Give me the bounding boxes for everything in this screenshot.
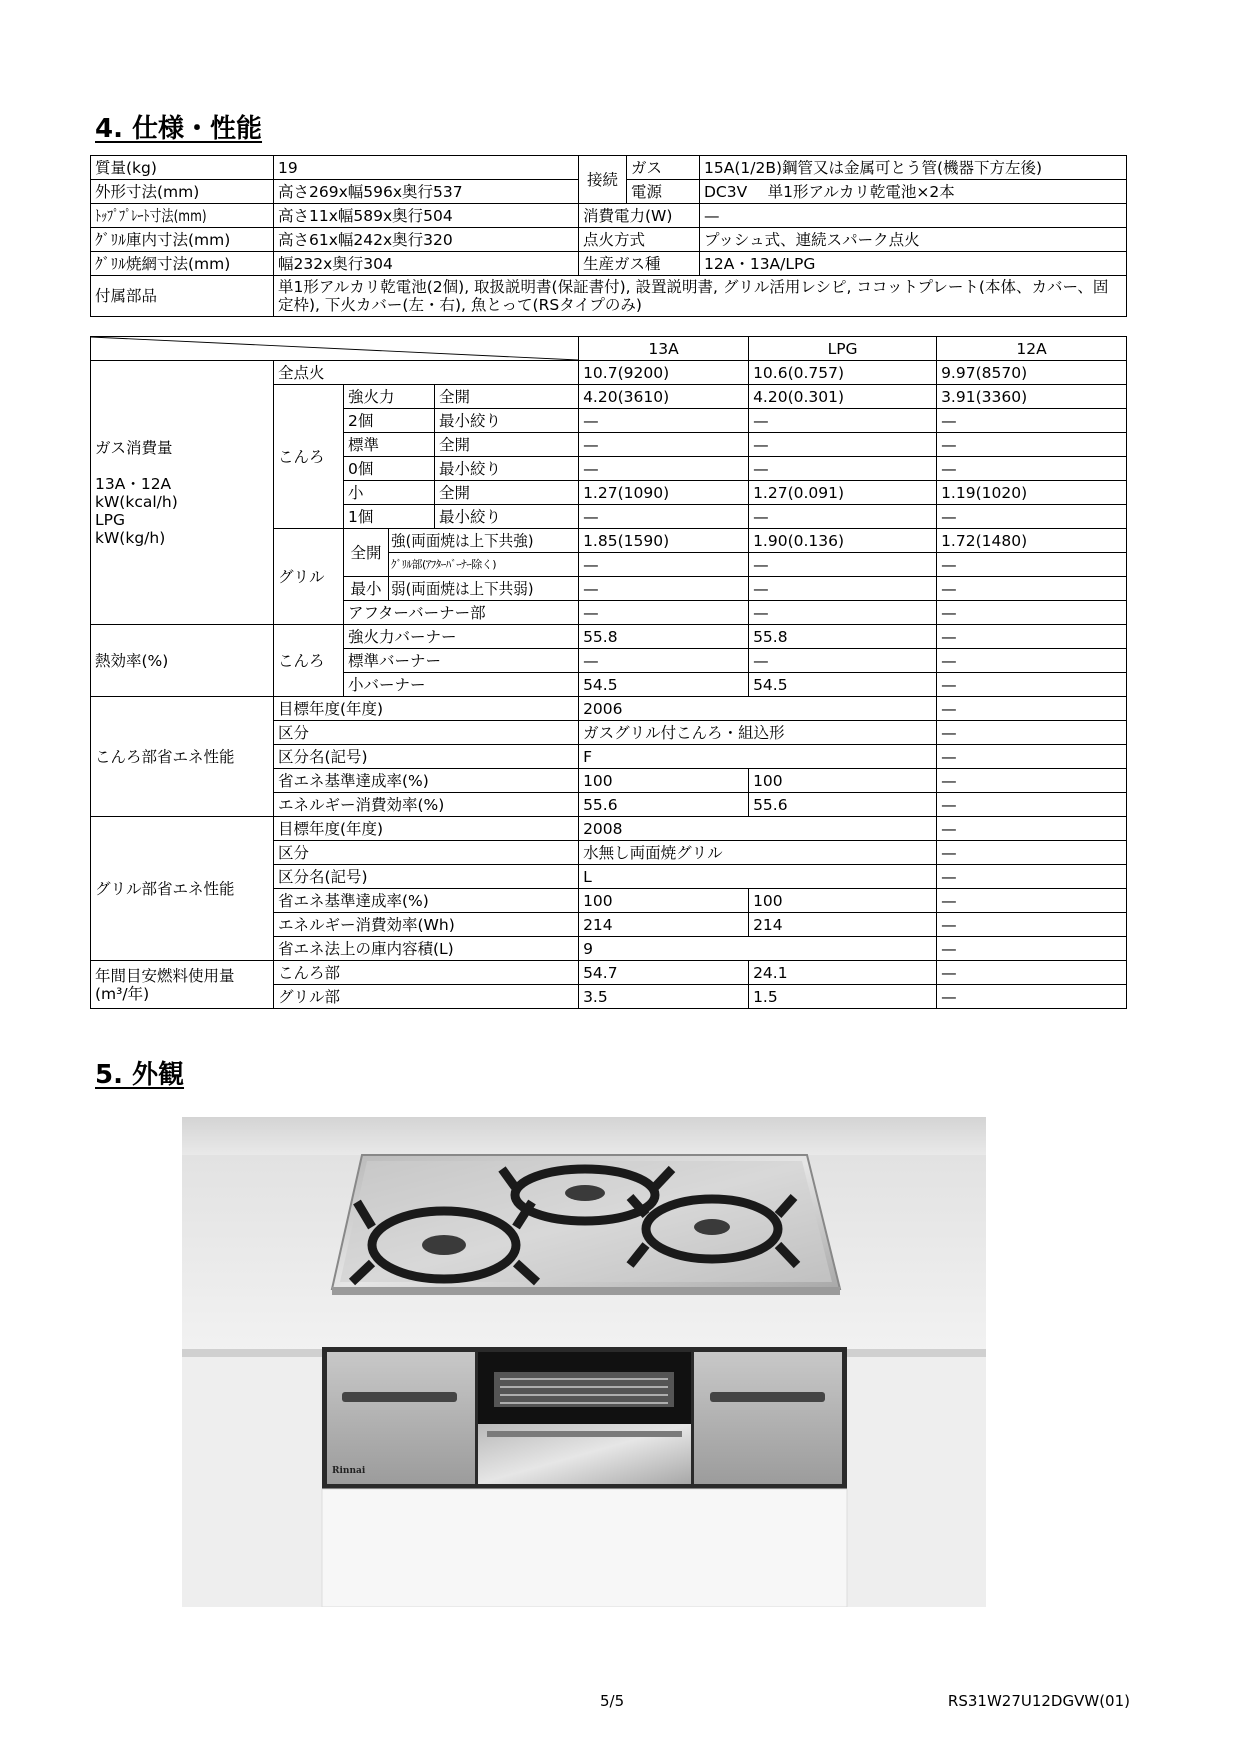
spec-label: 質量(kg)	[91, 156, 274, 180]
cell-value: —	[937, 457, 1127, 481]
cell-value: 9	[579, 937, 937, 961]
cell-value: 55.8	[579, 625, 749, 649]
cell-value: —	[579, 577, 749, 601]
row-label: 標準バーナー	[344, 649, 579, 673]
cell-value: —	[937, 625, 1127, 649]
fuel-label: 年間目安燃料使用量	[95, 966, 235, 985]
cell-value: —	[937, 889, 1127, 913]
cell-value: 1.27(1090)	[579, 481, 749, 505]
cell-value: 1.90(0.136)	[749, 529, 937, 553]
cell-value: 4.20(3610)	[579, 385, 749, 409]
cell-value: —	[937, 985, 1127, 1009]
cell-value: —	[937, 769, 1127, 793]
row-label: アフターバーナー部	[344, 601, 579, 625]
cell-value: 1.19(1020)	[937, 481, 1127, 505]
row-group-label: こんろ	[274, 625, 344, 697]
cell-value: —	[937, 553, 1127, 577]
spec-value: 高さ11x幅589x奥行504	[274, 204, 579, 228]
cell-value: 9.97(8570)	[937, 361, 1127, 385]
brand-logo: Rinnai	[332, 1466, 366, 1476]
spec-label: ガス	[627, 156, 700, 180]
cell-value: —	[579, 505, 749, 529]
cell-value: 1.27(0.091)	[749, 481, 937, 505]
spec-label: ﾄｯﾌﾟﾌﾟﾚｰﾄ寸法(mm)	[91, 204, 274, 228]
row-label: 全点火	[274, 361, 579, 385]
cell-value: 55.6	[749, 793, 937, 817]
row-group-label: こんろ	[274, 385, 344, 529]
spec-label: ｸﾞﾘﾙ庫内寸法(mm)	[91, 228, 274, 252]
cell-value: 3.91(3360)	[937, 385, 1127, 409]
row-label: 小	[344, 481, 435, 505]
row-label: 区分	[274, 721, 579, 745]
cell-value: —	[749, 433, 937, 457]
unit-label: LPG	[95, 510, 125, 529]
spec-value: DC3V 単1形アルカリ乾電池×2本	[700, 180, 1127, 204]
row-label: 強(両面焼は上下共強)	[389, 529, 579, 553]
row-group-label: こんろ部省エネ性能	[91, 697, 274, 817]
cell-value: 54.7	[579, 961, 749, 985]
spec-value: 15A(1/2B)鋼管又は金属可とう管(機器下方左後)	[700, 156, 1127, 180]
row-label: 最小	[344, 577, 389, 601]
unit-label: kW(kcal/h)	[95, 492, 178, 511]
cell-value: 4.20(0.301)	[749, 385, 937, 409]
row-label: 2個	[344, 409, 435, 433]
cell-value: 2006	[579, 697, 937, 721]
cell-value: —	[749, 601, 937, 625]
row-label: 標準	[344, 433, 435, 457]
spec-label: 電源	[627, 180, 700, 204]
cell-value: 10.6(0.757)	[749, 361, 937, 385]
row-label: 省エネ基準達成率(%)	[274, 889, 579, 913]
row-label: 全開	[435, 481, 579, 505]
cell-value: 2008	[579, 817, 937, 841]
row-label: 省エネ法上の庫内容積(L)	[274, 937, 579, 961]
spec-label: 消費電力(W)	[579, 204, 700, 228]
cell-value: —	[579, 553, 749, 577]
cell-value: 100	[749, 889, 937, 913]
section-4-title: 4. 仕様・性能	[95, 114, 263, 144]
cell-value: 水無し両面焼グリル	[579, 841, 937, 865]
cell-value: —	[937, 577, 1127, 601]
row-label: 弱(両面焼は上下共弱)	[389, 577, 579, 601]
spec-label: 接続	[579, 156, 627, 204]
row-label: 最小絞り	[435, 457, 579, 481]
row-label: 0個	[344, 457, 435, 481]
row-label: 1個	[344, 505, 435, 529]
row-label: エネルギー消費効率(%)	[274, 793, 579, 817]
spec-label: 付属部品	[91, 276, 274, 317]
cell-value: 214	[579, 913, 749, 937]
cell-value: —	[749, 409, 937, 433]
cell-value: —	[937, 913, 1127, 937]
row-group-label: 熱効率(%)	[91, 625, 274, 697]
performance-table	[90, 336, 1127, 1009]
spec-value: 単1形アルカリ乾電池(2個), 取扱説明書(保証書付), 設置説明書, グリル活用レシピ, ココットプレート(本体、カバー、固定枠), 下火カバー(左・右), 魚とって(RSタイプのみ)	[274, 276, 1127, 317]
cooktop-photo	[182, 1117, 986, 1607]
cell-value: —	[937, 601, 1127, 625]
cell-value: 1.72(1480)	[937, 529, 1127, 553]
row-label: エネルギー消費効率(Wh)	[274, 913, 579, 937]
spec-value: プッシュ式、連続スパーク点火	[700, 228, 1127, 252]
cell-value: 55.8	[749, 625, 937, 649]
cell-value: —	[937, 793, 1127, 817]
row-label: グリル部	[274, 985, 579, 1009]
row-label: 区分名(記号)	[274, 745, 579, 769]
cell-value: 24.1	[749, 961, 937, 985]
section-5-title: 5. 外観	[95, 1060, 185, 1090]
fuel-unit: (m³/年)	[95, 984, 150, 1003]
cell-value: —	[749, 457, 937, 481]
spec-table	[90, 155, 1127, 317]
spec-value: 幅232x奥行304	[274, 252, 579, 276]
row-label: 区分名(記号)	[274, 865, 579, 889]
spec-value: 19	[274, 156, 579, 180]
header-diagonal-cell	[91, 337, 579, 361]
cell-value: —	[937, 433, 1127, 457]
row-label: こんろ部	[274, 961, 579, 985]
row-label: 全開	[344, 529, 389, 577]
row-label: 全開	[435, 385, 579, 409]
row-label: ｸﾞﾘﾙ部(ｱﾌﾀｰﾊﾞｰﾅｰ除く)	[389, 553, 579, 577]
row-label: 最小絞り	[435, 409, 579, 433]
spec-label: 点火方式	[579, 228, 700, 252]
unit-label: kW(kg/h)	[95, 528, 166, 547]
cell-value: —	[937, 745, 1127, 769]
cell-value: L	[579, 865, 937, 889]
cell-value: —	[937, 817, 1127, 841]
column-header: LPG	[749, 337, 937, 361]
spec-label: ｸﾞﾘﾙ焼網寸法(mm)	[91, 252, 274, 276]
cell-value: —	[579, 457, 749, 481]
cell-value: —	[579, 409, 749, 433]
row-label: 小バーナー	[344, 673, 579, 697]
cell-value: —	[937, 409, 1127, 433]
row-label: 目標年度(年度)	[274, 817, 579, 841]
row-label: 省エネ基準達成率(%)	[274, 769, 579, 793]
cell-value: —	[937, 505, 1127, 529]
cell-value: —	[937, 937, 1127, 961]
row-label: 最小絞り	[435, 505, 579, 529]
cell-value: ガスグリル付こんろ・組込形	[579, 721, 937, 745]
row-label: 区分	[274, 841, 579, 865]
spec-value: 12A・13A/LPG	[700, 252, 1127, 276]
cell-value: 10.7(9200)	[579, 361, 749, 385]
row-label: 全開	[435, 433, 579, 457]
spec-value: 高さ269x幅596x奥行537	[274, 180, 579, 204]
row-label: 強火力バーナー	[344, 625, 579, 649]
cell-value: 100	[579, 889, 749, 913]
row-group-label: グリル部省エネ性能	[91, 817, 274, 961]
cell-value: —	[937, 649, 1127, 673]
diagonal-line	[91, 337, 578, 360]
row-label: 強火力	[344, 385, 435, 409]
cell-value: 1.85(1590)	[579, 529, 749, 553]
spec-label: 生産ガス種	[579, 252, 700, 276]
column-header: 13A	[579, 337, 749, 361]
row-group-label	[91, 961, 274, 1009]
cell-value: —	[749, 505, 937, 529]
page-number: 5/5	[600, 1692, 625, 1710]
cell-value: 3.5	[579, 985, 749, 1009]
cell-value: 100	[579, 769, 749, 793]
gas-consumption-label	[91, 361, 274, 625]
row-group-label: グリル	[274, 529, 344, 625]
cell-value: —	[749, 649, 937, 673]
cell-value: —	[937, 721, 1127, 745]
cell-value: 1.5	[749, 985, 937, 1009]
cell-value: —	[579, 433, 749, 457]
cell-value: 54.5	[749, 673, 937, 697]
cell-value: 214	[749, 913, 937, 937]
cell-value: F	[579, 745, 937, 769]
cell-value: —	[937, 961, 1127, 985]
unit-label: 13A・12A	[95, 474, 172, 493]
spec-value: 高さ61x幅242x奥行320	[274, 228, 579, 252]
cell-value: 54.5	[579, 673, 749, 697]
cell-value: 100	[749, 769, 937, 793]
spec-label: 外形寸法(mm)	[91, 180, 274, 204]
cell-value: —	[579, 649, 749, 673]
cell-value: 55.6	[579, 793, 749, 817]
row-label: 目標年度(年度)	[274, 697, 579, 721]
cell-value: —	[579, 601, 749, 625]
cell-value: —	[937, 865, 1127, 889]
column-header: 12A	[937, 337, 1127, 361]
model-code: RS31W27U12DGVW(01)	[947, 1692, 1130, 1710]
row-group-label: ガス消費量	[95, 438, 173, 457]
cell-value: —	[937, 673, 1127, 697]
spec-value: —	[700, 204, 1127, 228]
cell-value: —	[749, 577, 937, 601]
cell-value: —	[937, 697, 1127, 721]
cell-value: —	[937, 841, 1127, 865]
cell-value: —	[749, 553, 937, 577]
